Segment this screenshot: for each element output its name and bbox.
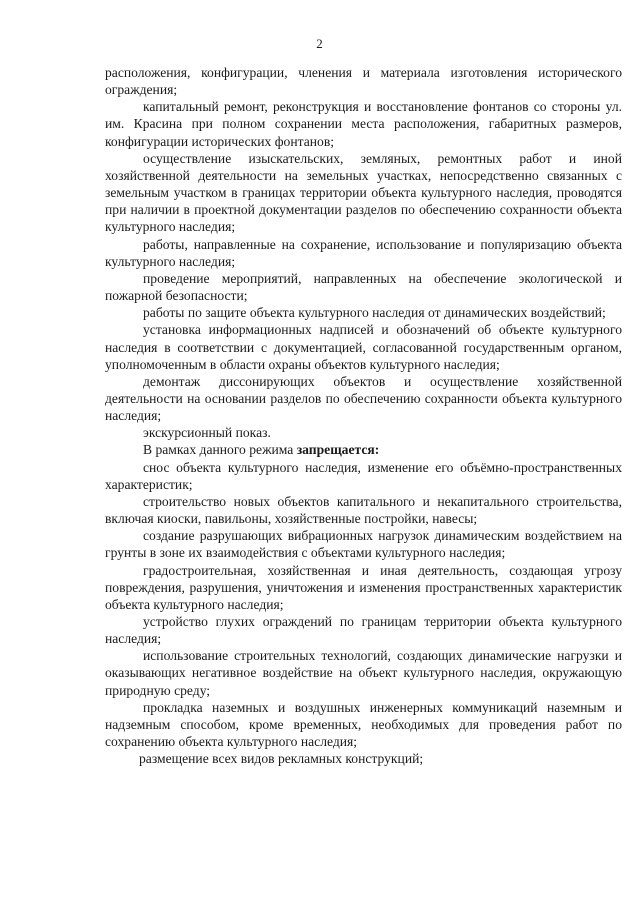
prohibited-item: градостроительная, хозяйственная и иная деятельность, создающая угрозу повреждения, разрушения, уничтожения и изменения пространственных характеристик объекта культурного наследия; bbox=[105, 562, 622, 612]
permitted-item: капитальный ремонт, реконструкция и восстановление фонтанов со стороны ул. им. Красина при полном сохранении места расположения, габаритных размеров, конфигурации исторических фонтанов; bbox=[105, 99, 622, 149]
prohibited-item: прокладка наземных и воздушных инженерных коммуникаций наземным и надземным способом, кроме временных, необходимых для проведения работ по сохранению объекта культурного наследия; bbox=[105, 699, 622, 750]
regime-intro-prefix: В рамках данного режима bbox=[143, 442, 297, 458]
permitted-item: демонтаж диссонирующих объектов и осуществление хозяйственной деятельности на основании разделов по обеспечению сохранности объекта культурного наследия; bbox=[105, 373, 622, 424]
paragraph-continuation: расположения, конфигурации, членения и материала изготовления исторического ограждения; bbox=[105, 65, 622, 98]
page-number: 2 bbox=[316, 36, 323, 51]
prohibited-item: строительство новых объектов капитального и некапитального строительства, включая киоски, павильоны, хозяйственные постройки, навесы; bbox=[105, 493, 622, 527]
permitted-item: работы по защите объекта культурного наследия от динамических воздействий; bbox=[143, 305, 606, 321]
prohibited-item: снос объекта культурного наследия, изменение его объёмно-пространственных характеристик; bbox=[105, 459, 622, 492]
permitted-item: установка информационных надписей и обозначений об объекте культурного наследия в соответствии с документацией, согласованной государственным органом, уполномоченным в области охраны объектов культурного наследия; bbox=[105, 322, 622, 372]
permitted-item: экскурсионный показ. bbox=[143, 425, 271, 441]
permitted-item: осуществление изыскательских, земляных, ремонтных работ и иной хозяйственной деятельности на земельных участках, непосредственно связанных с земельным участком в границах территории объекта культурного наследия, проводятся при наличии в проектной документации разделов по обеспечению сохранности объекта культурного наследия; bbox=[105, 150, 622, 235]
regime-intro-emphasis: запрещается: bbox=[296, 442, 380, 458]
regime-intro bbox=[105, 441, 622, 458]
prohibited-item: размещение всех видов рекламных конструкций; bbox=[139, 751, 424, 767]
document-body bbox=[105, 64, 622, 767]
prohibited-item: создание разрушающих вибрационных нагрузок динамическим воздействием на грунты в зоне их взаимодействия с объектами культурного наследия; bbox=[105, 528, 622, 561]
permitted-item: работы, направленные на сохранение, использование и популяризацию объекта культурного наследия; bbox=[105, 236, 622, 269]
prohibited-item: устройство глухих ограждений по границам территории объекта культурного наследия; bbox=[105, 614, 622, 647]
prohibited-item: использование строительных технологий, создающих динамические нагрузки и оказывающих негативное воздействие на объект культурного наследия, окружающую природную среду; bbox=[105, 648, 622, 698]
permitted-item: проведение мероприятий, направленных на обеспечение экологической и пожарной безопасности; bbox=[105, 270, 622, 304]
